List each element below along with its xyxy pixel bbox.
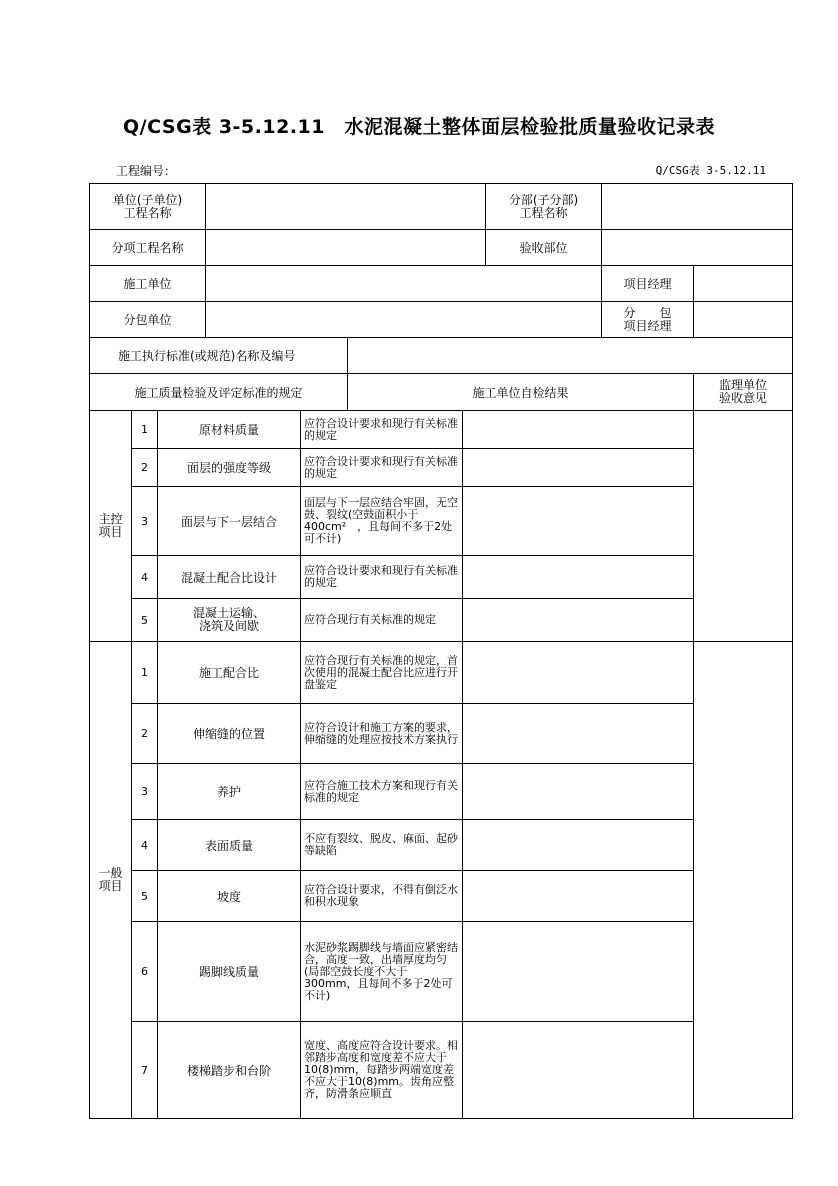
division-name-field[interactable] — [602, 184, 793, 230]
form-code: Q/CSG表 3-5.12.11 — [655, 164, 766, 177]
self-check-cell[interactable] — [463, 764, 694, 820]
main-control-row — [90, 556, 793, 599]
item-standard: 水泥砂浆踢脚线与墙面应紧密结合，高度一致，出墙厚度均匀(局部空鼓长度不大于300mm，且每间不多于2处可不计) — [301, 922, 463, 1022]
item-number: 5 — [132, 871, 158, 922]
info-row-subcontractor — [90, 302, 793, 338]
info-row-subitem — [90, 230, 793, 266]
supervisor-opinion-cell[interactable] — [694, 411, 793, 642]
self-check-cell[interactable] — [463, 1022, 694, 1119]
self-check-cell[interactable] — [463, 556, 694, 599]
item-standard: 不应有裂纹、脱皮、麻面、起砂等缺陷 — [301, 820, 463, 871]
item-name: 踢脚线质量 — [158, 922, 301, 1022]
acceptance-part-label: 验收部位 — [486, 230, 602, 266]
self-check-cell[interactable] — [463, 449, 694, 487]
item-standard: 应符合设计要求和现行有关标准的规定 — [301, 556, 463, 599]
general-item-row — [90, 642, 793, 704]
sub-project-manager-field[interactable] — [694, 302, 793, 338]
item-name: 面层与下一层结合 — [158, 487, 301, 556]
main-control-row — [90, 487, 793, 556]
item-number: 4 — [132, 556, 158, 599]
item-number: 1 — [132, 411, 158, 449]
subitem-name-field[interactable] — [206, 230, 486, 266]
self-check-cell[interactable] — [463, 411, 694, 449]
main-control-label: 主控 项目 — [90, 411, 132, 642]
item-name: 原材料质量 — [158, 411, 301, 449]
general-item-row — [90, 871, 793, 922]
item-number: 7 — [132, 1022, 158, 1119]
unit-name-field[interactable] — [206, 184, 486, 230]
item-standard: 应符合设计要求和现行有关标准的规定 — [301, 411, 463, 449]
main-control-row — [90, 449, 793, 487]
division-name-label: 分部(子分部) 工程名称 — [486, 184, 602, 230]
item-standard: 应符合设计要求，不得有倒泛水和积水现象 — [301, 871, 463, 922]
item-standard: 应符合施工技术方案和现行有关标准的规定 — [301, 764, 463, 820]
acceptance-part-field[interactable] — [602, 230, 793, 266]
supervisor-column-header: 监理单位 验收意见 — [694, 374, 793, 411]
column-header-row — [90, 374, 793, 411]
self-check-cell[interactable] — [463, 487, 694, 556]
general-items-label: 一般 项目 — [90, 642, 132, 1119]
main-control-row — [90, 599, 793, 642]
subitem-name-label: 分项工程名称 — [90, 230, 206, 266]
self-check-cell[interactable] — [463, 642, 694, 704]
item-number: 1 — [132, 642, 158, 704]
project-manager-field[interactable] — [694, 266, 793, 302]
page-title: Q/CSG表 3-5.12.11 水泥混凝土整体面层检验批质量验收记录表 — [123, 116, 715, 138]
unit-name-label: 单位(子单位) 工程名称 — [90, 184, 206, 230]
item-standard: 应符合现行有关标准的规定，首次使用的混凝土配合比应进行开盘鉴定 — [301, 642, 463, 704]
item-name: 表面质量 — [158, 820, 301, 871]
item-number: 3 — [132, 487, 158, 556]
acceptance-record-table — [89, 183, 793, 1119]
general-item-row — [90, 704, 793, 764]
sub-project-manager-label: 分 包 项目经理 — [602, 302, 694, 338]
project-number-label: 工程编号： — [116, 164, 177, 178]
general-item-row — [90, 922, 793, 1022]
self-check-cell[interactable] — [463, 922, 694, 1022]
self-check-cell[interactable] — [463, 871, 694, 922]
item-number: 4 — [132, 820, 158, 871]
item-standard: 应符合现行有关标准的规定 — [301, 599, 463, 642]
subcontractor-label: 分包单位 — [90, 302, 206, 338]
item-number: 3 — [132, 764, 158, 820]
item-number: 2 — [132, 704, 158, 764]
self-check-cell[interactable] — [463, 599, 694, 642]
standard-field[interactable] — [348, 338, 793, 374]
item-name: 楼梯踏步和台阶 — [158, 1022, 301, 1119]
standard-label: 施工执行标准(或规范)名称及编号 — [90, 338, 348, 374]
item-name: 养护 — [158, 764, 301, 820]
spec-column-header: 施工质量检验及评定标准的规定 — [90, 374, 348, 411]
self-check-cell[interactable] — [463, 820, 694, 871]
general-item-row — [90, 1022, 793, 1119]
info-row-contractor — [90, 266, 793, 302]
item-name: 混凝土运输、 浇筑及间歇 — [158, 599, 301, 642]
info-row-standard — [90, 338, 793, 374]
item-number: 5 — [132, 599, 158, 642]
general-item-row — [90, 764, 793, 820]
info-row-unit — [90, 184, 793, 230]
item-standard: 面层与下一层应结合牢固，无空鼓、裂纹(空鼓面积小于400cm² ，且每间不多于2处可不计) — [301, 487, 463, 556]
contractor-field[interactable] — [206, 266, 602, 302]
contractor-label: 施工单位 — [90, 266, 206, 302]
item-standard: 应符合设计要求和现行有关标准的规定 — [301, 449, 463, 487]
project-manager-label: 项目经理 — [602, 266, 694, 302]
item-standard: 宽度、高度应符合设计要求。相邻踏步高度和宽度差不应大于10(8)mm，每踏步两端宽度差不应大于10(8)mm。齿角应整齐，防滑条应顺直 — [301, 1022, 463, 1119]
subcontractor-field[interactable] — [206, 302, 602, 338]
self-check-column-header: 施工单位自检结果 — [348, 374, 694, 411]
item-name: 坡度 — [158, 871, 301, 922]
item-name: 面层的强度等级 — [158, 449, 301, 487]
general-item-row — [90, 820, 793, 871]
main-control-row — [90, 411, 793, 449]
item-name: 施工配合比 — [158, 642, 301, 704]
item-name: 伸缩缝的位置 — [158, 704, 301, 764]
item-number: 6 — [132, 922, 158, 1022]
item-number: 2 — [132, 449, 158, 487]
item-standard: 应符合设计和施工方案的要求，伸缩缝的处理应按技术方案执行 — [301, 704, 463, 764]
item-name: 混凝土配合比设计 — [158, 556, 301, 599]
supervisor-opinion-cell[interactable] — [694, 642, 793, 1119]
self-check-cell[interactable] — [463, 704, 694, 764]
